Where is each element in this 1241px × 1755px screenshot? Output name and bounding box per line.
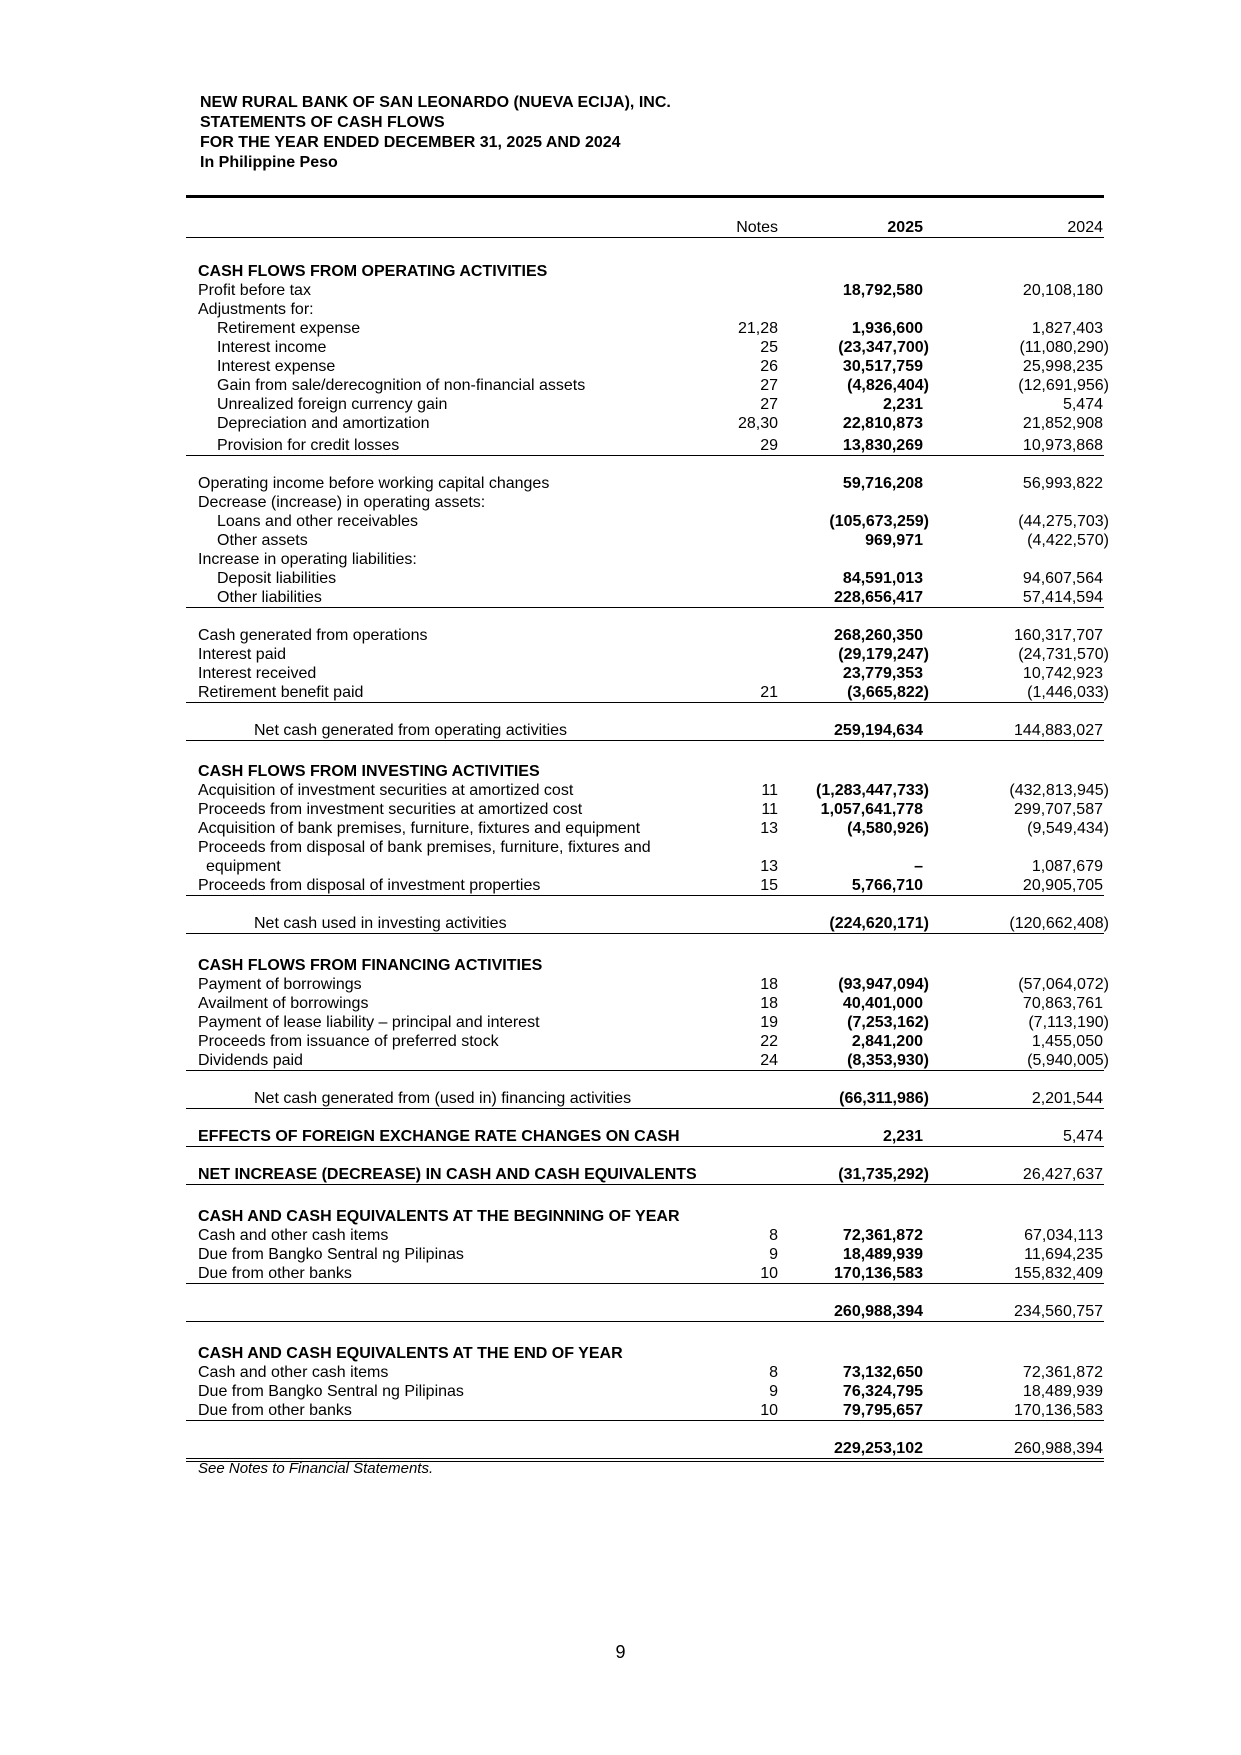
value-2025: 260,988,394 (834, 1303, 923, 1320)
value-2024: 20,108,180 (1022, 282, 1103, 299)
value-2025: 13,830,269 (842, 437, 923, 454)
table-row (0, 626, 1241, 645)
value-2025: (23,347,700) (838, 339, 929, 356)
table-row (0, 1165, 1241, 1184)
row-label: CASH AND CASH EQUIVALENTS AT THE BEGINNING OF YEAR (198, 1208, 680, 1225)
row-underline (186, 1283, 1104, 1284)
value-2024: 25,998,235 (1022, 358, 1103, 375)
row-label: Cash generated from operations (198, 627, 428, 644)
row-label: EFFECTS OF FOREIGN EXCHANGE RATE CHANGES ON CASH (198, 1128, 680, 1145)
table-row (0, 994, 1241, 1013)
row-note: 10 (760, 1265, 778, 1282)
value-2024: 10,742,923 (1022, 665, 1103, 682)
year-2024-column-header: 2024 (1067, 219, 1103, 236)
row-underline (186, 1321, 1104, 1322)
value-2024: 56,993,822 (1022, 475, 1103, 492)
value-2025: (31,735,292) (838, 1166, 929, 1183)
row-label: Interest paid (198, 646, 287, 663)
table-row (0, 1344, 1241, 1363)
table-row (0, 531, 1241, 550)
table-row (0, 338, 1241, 357)
footnote: See Notes to Financial Statements. (198, 1460, 434, 1477)
value-2024: 5,474 (1062, 396, 1103, 413)
table-row (0, 800, 1241, 819)
value-2025: 268,260,350 (834, 627, 923, 644)
row-label: Proceeds from disposal of bank premises, furniture, fixtures and (198, 839, 651, 856)
row-label: Interest received (198, 665, 317, 682)
value-2025: 22,810,873 (842, 415, 923, 432)
value-2024: (5,940,005) (1027, 1052, 1109, 1069)
value-2025: (4,580,926) (847, 820, 929, 837)
value-2025: 1,936,600 (851, 320, 923, 337)
value-2025: 2,231 (882, 1128, 923, 1145)
row-label: CASH FLOWS FROM FINANCING ACTIVITIES (198, 957, 543, 974)
value-2024: 26,427,637 (1022, 1166, 1103, 1183)
row-label: Depreciation and amortization (217, 415, 430, 432)
value-2024: 1,455,050 (1031, 1033, 1103, 1050)
value-2025: 969,971 (865, 532, 923, 549)
value-2025: 170,136,583 (834, 1265, 923, 1282)
value-2024: 10,973,868 (1022, 437, 1103, 454)
year-2025-column-header: 2025 (887, 219, 923, 236)
row-note: 27 (760, 377, 778, 394)
row-label: Increase in operating liabilities: (198, 551, 417, 568)
row-label: Net cash used in investing activities (254, 915, 507, 932)
row-label: Unrealized foreign currency gain (217, 396, 448, 413)
row-label: Due from Bangko Sentral ng Pilipinas (198, 1383, 464, 1400)
currency-label: In Philippine Peso (200, 154, 338, 171)
table-row (0, 569, 1241, 588)
value-2025: (1,283,447,733) (816, 782, 929, 799)
row-label: Profit before tax (198, 282, 311, 299)
row-underline (186, 607, 1104, 608)
value-2024: 67,034,113 (1024, 1227, 1103, 1244)
value-2024: 2,201,544 (1031, 1090, 1103, 1107)
row-note: 18 (760, 976, 778, 993)
row-label: Adjustments for: (198, 301, 314, 318)
value-2024: 170,136,583 (1014, 1402, 1103, 1419)
value-2025: 79,795,657 (842, 1402, 923, 1419)
row-label: Net cash generated from operating activities (254, 722, 568, 739)
value-2024: (432,813,945) (1009, 782, 1109, 799)
row-label: Net cash generated from (used in) financing activities (254, 1090, 632, 1107)
row-label: Dividends paid (198, 1052, 303, 1069)
value-2025: 40,401,000 (842, 995, 923, 1012)
row-note: 21,28 (737, 320, 778, 337)
row-label: equipment (206, 858, 281, 875)
statement-header (200, 93, 671, 173)
row-note: 9 (769, 1246, 778, 1263)
table-row (0, 1439, 1241, 1458)
table-row (0, 300, 1241, 319)
table-row (0, 1089, 1241, 1108)
value-2025: (3,665,822) (847, 684, 929, 701)
table-row (0, 1013, 1241, 1032)
table-row (0, 1127, 1241, 1146)
row-underline (186, 455, 1104, 456)
table-row (0, 1245, 1241, 1264)
value-2025: 229,253,102 (834, 1440, 923, 1457)
table-row (0, 1207, 1241, 1226)
table-row (0, 762, 1241, 781)
row-label: Payment of borrowings (198, 976, 362, 993)
value-2024: (4,422,570) (1027, 532, 1109, 549)
value-2025: (105,673,259) (829, 513, 929, 530)
table-row (0, 914, 1241, 933)
table-row (0, 781, 1241, 800)
table-row (0, 493, 1241, 512)
table-row (0, 645, 1241, 664)
table-row (0, 975, 1241, 994)
value-2025: 259,194,634 (834, 722, 923, 739)
row-label: Due from Bangko Sentral ng Pilipinas (198, 1246, 464, 1263)
statement-period: FOR THE YEAR ENDED DECEMBER 31, 2025 AND 2024 (200, 134, 621, 151)
row-note: 9 (769, 1383, 778, 1400)
row-note: 28,30 (737, 415, 778, 432)
row-label: Due from other banks (198, 1402, 352, 1419)
row-label: Decrease (increase) in operating assets: (198, 494, 486, 511)
table-row (0, 357, 1241, 376)
table-row (0, 1032, 1241, 1051)
value-2024: (9,549,434) (1027, 820, 1109, 837)
value-2025: 1,057,641,778 (820, 801, 923, 818)
row-underline (186, 740, 1104, 741)
row-label: CASH FLOWS FROM OPERATING ACTIVITIES (198, 263, 548, 280)
row-note: 27 (760, 396, 778, 413)
value-2025: (224,620,171) (829, 915, 929, 932)
table-row (0, 262, 1241, 281)
value-2024: 160,317,707 (1014, 627, 1103, 644)
row-label: Proceeds from disposal of investment properties (198, 877, 541, 894)
row-note: 8 (769, 1364, 778, 1381)
row-note: 13 (760, 858, 778, 875)
table-row (0, 819, 1241, 838)
row-note: 18 (760, 995, 778, 1012)
value-2025: (4,826,404) (847, 377, 929, 394)
row-label: Acquisition of investment securities at amortized cost (198, 782, 574, 799)
row-label: Loans and other receivables (217, 513, 419, 530)
row-underline (186, 933, 1104, 934)
company-name: NEW RURAL BANK OF SAN LEONARDO (NUEVA ECIJA), INC. (200, 94, 671, 111)
value-2025: (8,353,930) (847, 1052, 929, 1069)
table-row (0, 664, 1241, 683)
table-row (0, 414, 1241, 433)
row-label: Proceeds from issuance of preferred stock (198, 1033, 499, 1050)
row-note: 22 (760, 1033, 778, 1050)
value-2025: (7,253,162) (847, 1014, 929, 1031)
column-header (0, 219, 1241, 237)
value-2024: (11,080,290) (1019, 339, 1109, 356)
value-2024: (12,691,956) (1018, 377, 1109, 394)
value-2025: 73,132,650 (842, 1364, 923, 1381)
row-label: NET INCREASE (DECREASE) IN CASH AND CASH EQUIVALENTS (198, 1166, 697, 1183)
table-row (0, 588, 1241, 607)
row-label: Retirement benefit paid (198, 684, 364, 701)
row-label: Payment of lease liability – principal and interest (198, 1014, 540, 1031)
row-note: 21 (760, 684, 778, 701)
row-label: CASH AND CASH EQUIVALENTS AT THE END OF YEAR (198, 1345, 623, 1362)
value-2024: 155,832,409 (1014, 1265, 1103, 1282)
row-note: 13 (760, 820, 778, 837)
table-row (0, 1226, 1241, 1245)
row-note: 11 (761, 801, 778, 818)
value-2024: (7,113,190) (1028, 1014, 1109, 1031)
table-row (0, 1363, 1241, 1382)
row-note: 25 (760, 339, 778, 356)
value-2024: 5,474 (1062, 1128, 1103, 1145)
table-row (0, 683, 1241, 702)
table-row (0, 376, 1241, 395)
statement-title: STATEMENTS OF CASH FLOWS (200, 114, 445, 131)
value-2024: (24,731,570) (1018, 646, 1109, 663)
value-2024: 72,361,872 (1022, 1364, 1103, 1381)
row-underline (186, 1420, 1104, 1421)
row-label: Other assets (217, 532, 308, 549)
value-2025: 5,766,710 (851, 877, 923, 894)
row-note: 19 (760, 1014, 778, 1031)
value-2024: (1,446,033) (1027, 684, 1109, 701)
value-2025: 23,779,353 (842, 665, 923, 682)
table-row (0, 512, 1241, 531)
row-note: 26 (760, 358, 778, 375)
value-2025: 18,792,580 (842, 282, 923, 299)
value-2024: 144,883,027 (1014, 722, 1103, 739)
value-2024: 260,988,394 (1014, 1440, 1103, 1457)
value-2024: (44,275,703) (1018, 513, 1109, 530)
row-underline (186, 1070, 1104, 1071)
value-2024: 21,852,908 (1022, 415, 1103, 432)
row-underline (186, 1458, 1104, 1459)
row-label: Deposit liabilities (217, 570, 337, 587)
value-2025: 59,716,208 (842, 475, 923, 492)
row-label: Interest income (217, 339, 327, 356)
value-2025: (66,311,986) (839, 1090, 929, 1107)
table-row (0, 1302, 1241, 1321)
page-number: 9 (615, 1642, 626, 1662)
row-label: Provision for credit losses (217, 437, 400, 454)
value-2025: 30,517,759 (842, 358, 923, 375)
row-label: CASH FLOWS FROM INVESTING ACTIVITIES (198, 763, 540, 780)
row-label: Availment of borrowings (198, 995, 369, 1012)
value-2024: 18,489,939 (1022, 1383, 1103, 1400)
row-underline (186, 702, 1104, 703)
row-underline (186, 1184, 1104, 1185)
value-2024: 70,863,761 (1022, 995, 1103, 1012)
table-row (0, 857, 1241, 876)
row-note: 8 (769, 1227, 778, 1244)
row-underline (186, 1108, 1104, 1109)
value-2025: – (914, 858, 923, 875)
value-2024: 57,414,594 (1022, 589, 1103, 606)
table-row (0, 395, 1241, 414)
row-label: Cash and other cash items (198, 1227, 389, 1244)
row-note: 11 (761, 782, 778, 799)
value-2024: (57,064,072) (1018, 976, 1109, 993)
value-2025: 2,231 (882, 396, 923, 413)
column-header-rule (186, 237, 1104, 238)
table-row (0, 319, 1241, 338)
row-label: Proceeds from investment securities at amortized cost (198, 801, 583, 818)
row-label: Gain from sale/derecognition of non-financial assets (217, 377, 586, 394)
value-2025: 18,489,939 (842, 1246, 923, 1263)
table-row (0, 550, 1241, 569)
row-note: 15 (760, 877, 778, 894)
row-underline (186, 1146, 1104, 1147)
table-row (0, 838, 1241, 857)
row-label: Operating income before working capital changes (198, 475, 550, 492)
value-2025: (29,179,247) (838, 646, 929, 663)
table-row (0, 436, 1241, 455)
table-row (0, 1264, 1241, 1283)
table-row (0, 474, 1241, 493)
row-underline (186, 895, 1104, 896)
row-note: 24 (760, 1052, 778, 1069)
value-2025: 228,656,417 (834, 589, 923, 606)
value-2025: 84,591,013 (842, 570, 923, 587)
row-label: Interest expense (217, 358, 336, 375)
value-2024: 11,694,235 (1024, 1246, 1103, 1263)
value-2025: (93,947,094) (838, 976, 929, 993)
value-2025: 76,324,795 (842, 1383, 923, 1400)
row-label: Due from other banks (198, 1265, 352, 1282)
value-2024: 1,827,403 (1031, 320, 1103, 337)
table-row (0, 956, 1241, 975)
value-2025: 72,361,872 (842, 1227, 923, 1244)
notes-column-header: Notes (736, 219, 778, 236)
table-row (0, 1051, 1241, 1070)
row-label: Cash and other cash items (198, 1364, 389, 1381)
table-row (0, 1382, 1241, 1401)
row-label: Acquisition of bank premises, furniture, fixtures and equipment (198, 820, 641, 837)
row-label: Other liabilities (217, 589, 322, 606)
table-row (0, 721, 1241, 740)
row-label: Retirement expense (217, 320, 361, 337)
value-2025: 2,841,200 (851, 1033, 923, 1050)
row-note: 10 (760, 1402, 778, 1419)
table-row (0, 876, 1241, 895)
row-note: 29 (760, 437, 778, 454)
table-row (0, 281, 1241, 300)
table-row (0, 1401, 1241, 1420)
top-rule (186, 195, 1104, 198)
value-2024: 94,607,564 (1022, 570, 1103, 587)
value-2024: 299,707,587 (1014, 801, 1103, 818)
value-2024: 1,087,679 (1031, 858, 1103, 875)
value-2024: 20,905,705 (1022, 877, 1103, 894)
value-2024: 234,560,757 (1014, 1303, 1103, 1320)
value-2024: (120,662,408) (1009, 915, 1109, 932)
